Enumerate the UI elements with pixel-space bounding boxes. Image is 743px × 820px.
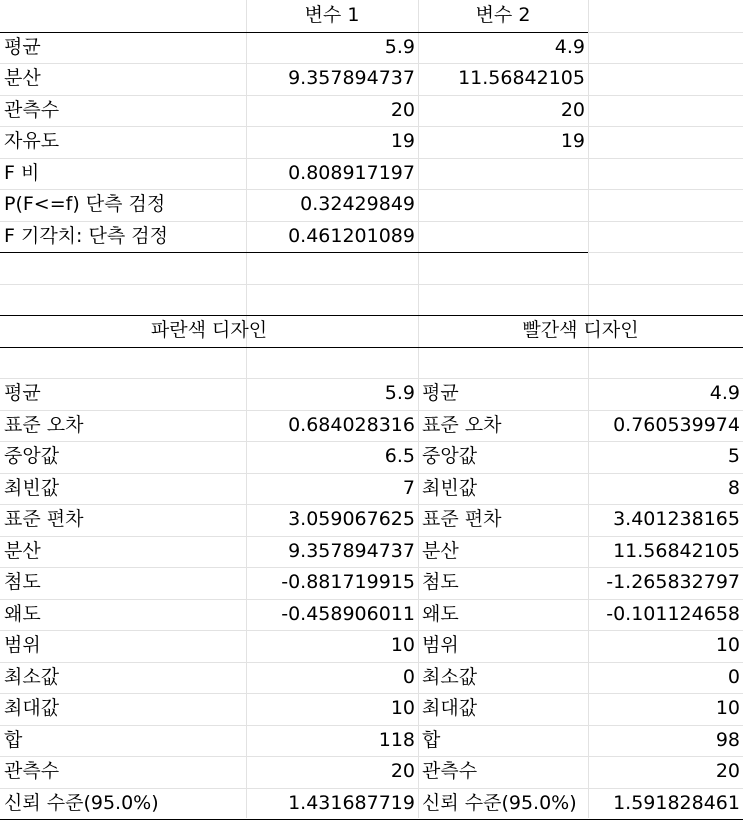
ftest-value-cell[interactable] [418, 189, 588, 221]
descriptive-top-border [0, 315, 743, 316]
ftest-value-cell[interactable]: 4.9 [554, 36, 585, 58]
stat-value-cell[interactable]: 5.9 [384, 382, 415, 404]
ftest-value-cell[interactable]: 11.56842105 [458, 67, 585, 89]
stat-label-cell[interactable]: 평균 [422, 382, 459, 404]
stat-label-cell[interactable]: 관측수 [4, 760, 60, 782]
stat-value-cell[interactable]: 0 [402, 666, 415, 688]
stat-value-cell[interactable]: 5 [727, 445, 740, 467]
stat-value-cell[interactable]: 10 [390, 697, 415, 719]
ftest-value-cell[interactable]: 19 [560, 130, 585, 152]
red-design-title[interactable]: 빨간색 디자인 [522, 319, 639, 341]
ftest-row-label[interactable]: 분산 [4, 67, 41, 89]
stat-label-cell[interactable]: 분산 [422, 540, 459, 562]
stat-label-cell[interactable]: 신뢰 수준(95.0%) [4, 792, 159, 814]
stat-label-cell[interactable]: 범위 [4, 634, 41, 656]
ftest-row-label[interactable]: 평균 [4, 36, 41, 58]
stat-value-cell[interactable]: 4.9 [709, 382, 740, 404]
stat-value-cell[interactable]: 98 [715, 729, 740, 751]
ftest-value-cell[interactable]: 5.9 [384, 36, 415, 58]
stat-label-cell[interactable]: 최대값 [422, 697, 478, 719]
stat-value-cell[interactable]: 10 [715, 697, 740, 719]
stat-label-cell[interactable]: 최대값 [4, 697, 60, 719]
stat-value-cell[interactable]: 11.56842105 [613, 540, 740, 562]
stat-label-cell[interactable]: 중앙값 [422, 445, 478, 467]
stat-label-cell[interactable]: 최빈값 [4, 477, 60, 499]
ftest-value-cell[interactable]: 20 [390, 99, 415, 121]
stat-value-cell[interactable]: 1.591828461 [613, 792, 740, 814]
stat-label-cell[interactable]: 왜도 [4, 603, 41, 625]
stat-label-cell[interactable]: 표준 편차 [4, 508, 84, 530]
ftest-header-2[interactable]: 변수 2 [475, 4, 531, 26]
ftest-row-label[interactable]: 관측수 [4, 99, 60, 121]
ftest-header-1[interactable]: 변수 1 [304, 4, 360, 26]
stat-label-cell[interactable]: 중앙값 [4, 445, 60, 467]
stat-label-cell[interactable]: 분산 [4, 540, 41, 562]
stat-label-cell[interactable]: 왜도 [422, 603, 459, 625]
stat-value-cell[interactable]: 3.059067625 [288, 508, 415, 530]
ftest-row-label[interactable]: F 비 [4, 162, 40, 184]
stat-label-cell[interactable]: 합 [4, 729, 23, 751]
stat-label-cell[interactable]: 표준 편차 [422, 508, 502, 530]
stat-label-cell[interactable]: 첨도 [422, 571, 459, 593]
stat-value-cell[interactable]: -0.458906011 [281, 603, 415, 625]
stat-value-cell[interactable]: 0.684028316 [288, 414, 415, 436]
ftest-row-label[interactable]: 자유도 [4, 130, 60, 152]
stat-label-cell[interactable]: 신뢰 수준(95.0%) [422, 792, 577, 814]
ftest-row-label[interactable]: F 기각치: 단측 검정 [4, 225, 168, 247]
ftest-value-cell[interactable] [418, 221, 588, 253]
stat-value-cell[interactable]: 118 [378, 729, 415, 751]
stat-value-cell[interactable]: 8 [727, 477, 740, 499]
descriptive-title-border [0, 347, 743, 348]
stat-value-cell[interactable]: 0 [727, 666, 740, 688]
stat-label-cell[interactable]: 합 [422, 729, 441, 751]
stat-label-cell[interactable]: 관측수 [422, 760, 478, 782]
stat-value-cell[interactable]: 3.401238165 [613, 508, 740, 530]
stat-label-cell[interactable]: 평균 [4, 382, 41, 404]
stat-value-cell[interactable]: 6.5 [384, 445, 415, 467]
stat-value-cell[interactable]: 7 [402, 477, 415, 499]
ftest-row-label[interactable]: P(F<=f) 단측 검정 [4, 193, 166, 215]
ftest-value-cell[interactable]: 20 [560, 99, 585, 121]
ftest-bottom-border [0, 252, 588, 253]
stat-value-cell[interactable]: 10 [715, 634, 740, 656]
stat-label-cell[interactable]: 범위 [422, 634, 459, 656]
stat-value-cell[interactable]: -0.881719915 [281, 571, 415, 593]
stat-value-cell[interactable]: -0.101124658 [606, 603, 740, 625]
stat-label-cell[interactable]: 최소값 [4, 666, 60, 688]
ftest-value-cell[interactable]: 9.357894737 [288, 67, 415, 89]
stat-label-cell[interactable]: 최소값 [422, 666, 478, 688]
blue-design-title[interactable]: 파란색 디자인 [150, 319, 268, 341]
stat-label-cell[interactable]: 표준 오차 [422, 414, 502, 436]
stat-value-cell[interactable]: 10 [390, 634, 415, 656]
stat-label-cell[interactable]: 최빈값 [422, 477, 478, 499]
ftest-value-cell[interactable]: 19 [390, 130, 415, 152]
stat-value-cell[interactable]: 0.760539974 [613, 414, 740, 436]
stat-value-cell[interactable]: 9.357894737 [288, 540, 415, 562]
ftest-header-border [0, 32, 588, 33]
ftest-value-cell[interactable]: 0.461201089 [288, 225, 415, 247]
row-gridline [0, 284, 743, 285]
stat-value-cell[interactable]: 20 [390, 760, 415, 782]
stat-label-cell[interactable]: 첨도 [4, 571, 41, 593]
stat-value-cell[interactable]: 1.431687719 [288, 792, 415, 814]
ftest-value-cell[interactable] [418, 158, 588, 190]
ftest-value-cell[interactable]: 0.32429849 [300, 193, 415, 215]
stat-value-cell[interactable]: -1.265832797 [606, 571, 740, 593]
ftest-value-cell[interactable]: 0.808917197 [288, 162, 415, 184]
stat-value-cell[interactable]: 20 [715, 760, 740, 782]
stat-label-cell[interactable]: 표준 오차 [4, 414, 84, 436]
